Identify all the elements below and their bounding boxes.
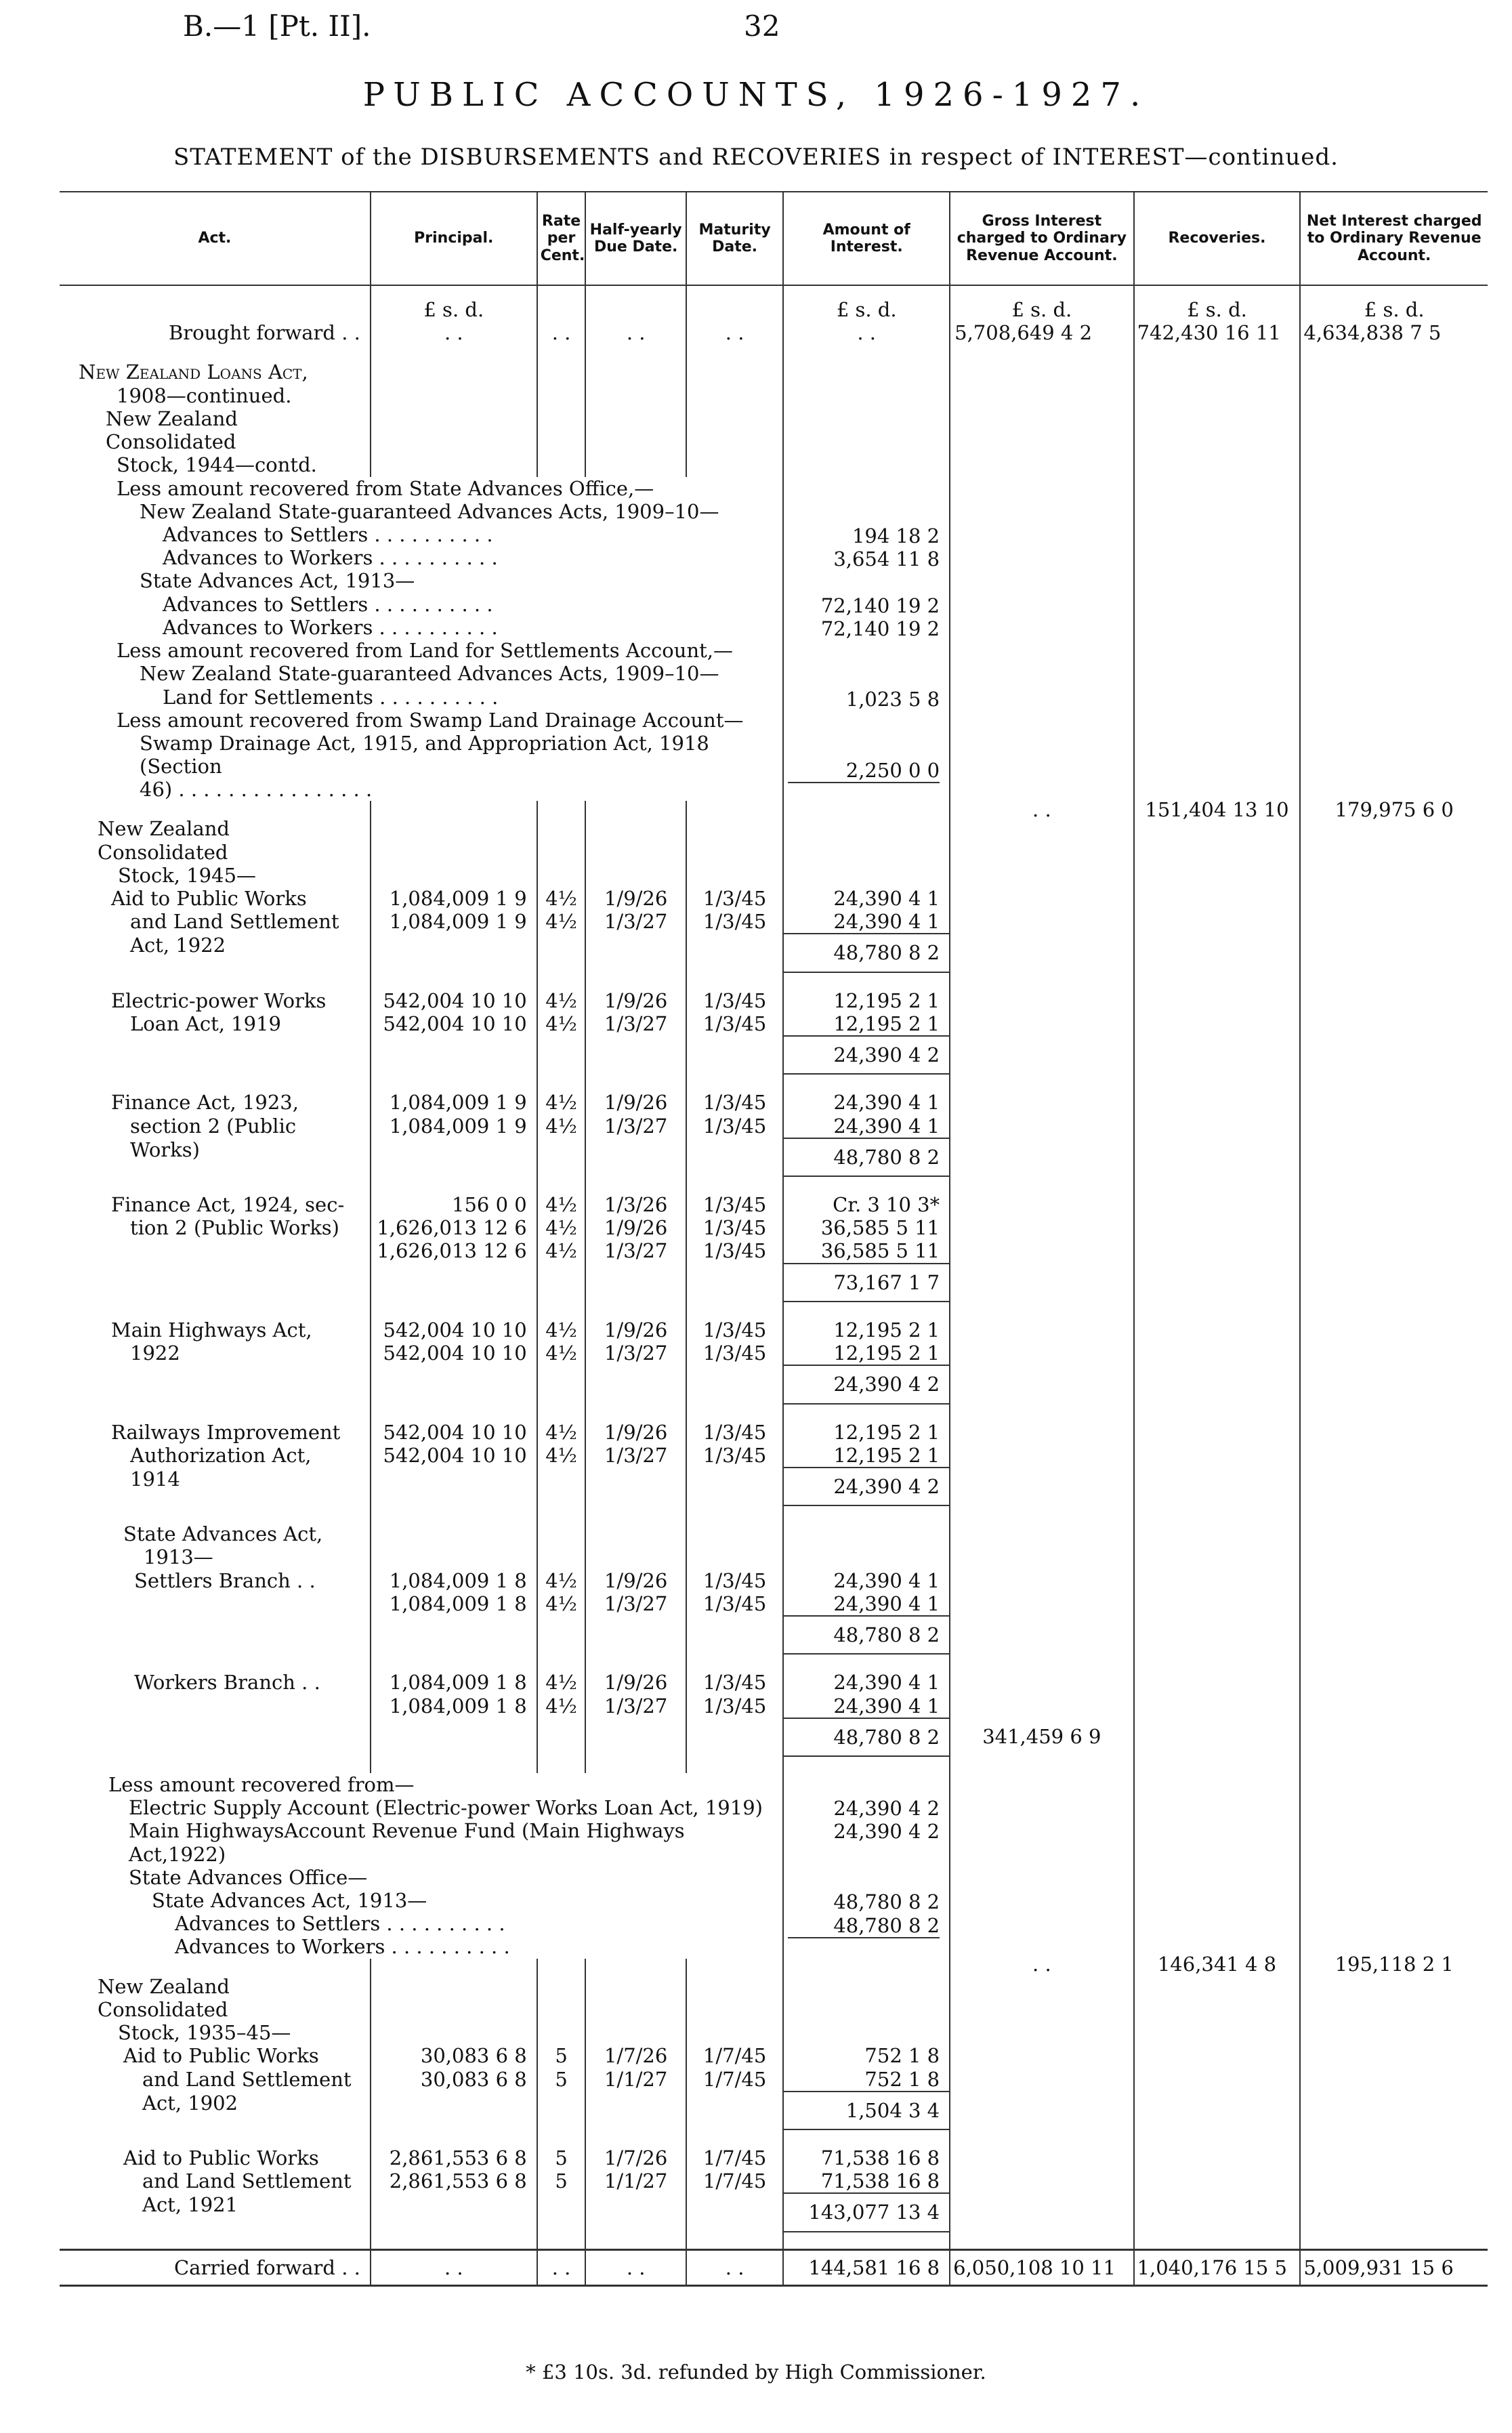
units-row: [60, 285, 1488, 321]
stock-1935-title-cont: Stock, 1935–45—: [118, 2021, 291, 2045]
principal-cell: 542,004 10 10: [371, 1342, 537, 1365]
principal-cell: 1,084,009 1 8: [371, 1592, 537, 1616]
lfs-amount: 1,023 5 8: [845, 688, 940, 711]
sa-1913-title-cont: 1913—: [144, 1545, 213, 1569]
table-row: [60, 1318, 1488, 1342]
subtotal-amount: 48,780 8 2: [783, 1138, 950, 1176]
act-label: Act, 1922: [130, 934, 226, 957]
sg-acts-2-line: New Zealand State-guaranteed Advances Acts, 1909–10—: [140, 662, 719, 686]
amount-cell: 71,538 16 8: [783, 2146, 950, 2169]
page-number: 32: [744, 9, 780, 43]
units-gross: £ s. d.: [950, 285, 1133, 321]
principal-cell: 30,083 6 8: [371, 2044, 537, 2067]
subtotal-amount: 143,077 13 4: [783, 2193, 950, 2231]
swamp-46-line: 46) . . . . . . . . . . . . . . . .: [140, 778, 373, 802]
act-cell: [60, 1671, 371, 1694]
act-label: Works): [130, 1138, 200, 1161]
rate-cell: 4½: [537, 1115, 586, 1138]
rate-cell: 4½: [537, 1091, 586, 1114]
principal-cell: 2,861,553 6 8: [371, 2169, 537, 2193]
act-label: 1922: [130, 1342, 180, 1365]
act-label: Authorization Act,: [130, 1443, 312, 1467]
rate-cell: 4½: [537, 989, 586, 1012]
act-cell: [60, 1012, 371, 1036]
table-row: [60, 1012, 1488, 1036]
act-cell: [60, 910, 371, 934]
less-sao-line: Less amount recovered from State Advances Office,—: [117, 476, 654, 500]
amount-cell: 24,390 4 1: [783, 1592, 950, 1616]
act-cell: [60, 989, 371, 1012]
stock-1945-title: New Zealand Consolidated: [98, 817, 230, 864]
rate-cell: 4½: [537, 1318, 586, 1342]
act-cell: [60, 1318, 371, 1342]
act-label: Aid to Public Works: [111, 887, 307, 911]
highways-line: Main HighwaysAccount Revenue Fund (Main Highways Act,1922): [129, 1819, 685, 1866]
table-row: [60, 989, 1488, 1012]
table-row: [60, 1421, 1488, 1444]
col-header-amount: Amount of Interest.: [783, 192, 950, 285]
principal-cell: 542,004 10 10: [371, 989, 537, 1012]
maturity-cell: 1/3/45: [686, 1115, 783, 1138]
rate-cell: 4½: [537, 1421, 586, 1444]
workers-3-line: Advances to Workers . . . . . . . . . .: [175, 1935, 510, 1959]
workers-1-line: Advances to Workers . . . . . . . . . .: [163, 546, 498, 570]
act-cell: [60, 1569, 371, 1592]
rb1-recoveries-total: 151,404 13 10: [1145, 798, 1289, 822]
table-row: [60, 2068, 1488, 2092]
cf-recoveries: 1,040,176 15 5: [1134, 2249, 1301, 2285]
swamp-amount: 2,250 0 0: [788, 759, 940, 783]
act-cell: [60, 1239, 371, 1263]
act-label: Aid to Public Works: [123, 2044, 319, 2068]
page-title: PUBLIC ACCOUNTS, 1926-1927.: [362, 76, 1150, 114]
rate-cell: 4½: [537, 1694, 586, 1718]
rate-cell: 4½: [537, 1342, 586, 1365]
half-yearly-cell: 1/9/26: [585, 887, 686, 910]
half-yearly-cell: 1/3/27: [585, 910, 686, 934]
settlers-2-line: Advances to Settlers . . . . . . . . . .: [163, 592, 493, 616]
amount-cell: 24,390 4 1: [783, 1569, 950, 1592]
table-row: [60, 2169, 1488, 2193]
maturity-cell: 1/3/45: [686, 1216, 783, 1239]
cf-half: . .: [585, 2249, 686, 2285]
maturity-cell: 1/3/45: [686, 1421, 783, 1444]
act-label: Railways Improvement: [111, 1420, 341, 1444]
stock-1944-title-cont: Stock, 1944—contd.: [117, 453, 317, 477]
rate-cell: 4½: [537, 1193, 586, 1216]
half-yearly-cell: 1/3/27: [585, 1012, 686, 1036]
principal-cell: 1,084,009 1 8: [371, 1671, 537, 1694]
stock-1935-title: New Zealand Consolidated: [98, 1974, 230, 2021]
workers-1-amount: 3,654 11 8: [833, 547, 940, 570]
subtotal-row: [60, 1138, 1488, 1176]
recoveries-block-1: [60, 477, 1488, 802]
half-yearly-cell: 1/9/26: [585, 1671, 686, 1694]
principal-cell: 542,004 10 10: [371, 1444, 537, 1468]
units-recoveries: £ s. d.: [1134, 285, 1301, 321]
amount-cell: 12,195 2 1: [783, 1421, 950, 1444]
half-yearly-cell: 1/1/27: [585, 2169, 686, 2193]
half-yearly-cell: 1/3/27: [585, 1592, 686, 1616]
act-cell: [60, 2146, 371, 2169]
workers-2-amount: 72,140 19 2: [820, 617, 940, 641]
act-cell: [60, 1342, 371, 1365]
half-yearly-cell: 1/3/27: [585, 1115, 686, 1138]
table-row: [60, 1239, 1488, 1263]
act-label: Act, 1921: [142, 2193, 238, 2217]
rb1-net-total: 179,975 6 0: [1335, 798, 1454, 822]
bf-net: 4,634,838 7 5: [1303, 321, 1442, 345]
table-row: [60, 1342, 1488, 1365]
maturity-cell: 1/3/45: [686, 887, 783, 910]
maturity-cell: 1/3/45: [686, 1091, 783, 1114]
act-label: tion 2 (Public Works): [130, 1216, 339, 1240]
principal-cell: 1,084,009 1 9: [371, 887, 537, 910]
maturity-cell: 1/7/45: [686, 2169, 783, 2193]
principal-cell: 1,084,009 1 9: [371, 910, 537, 934]
cf-net: 5,009,931 15 6: [1300, 2249, 1488, 2285]
half-yearly-cell: 1/3/27: [585, 1239, 686, 1263]
maturity-cell: 1/3/45: [686, 1193, 783, 1216]
act-label: and Land Settlement: [142, 2169, 352, 2193]
act-cell: [60, 2169, 371, 2193]
maturity-cell: 1/3/45: [686, 1012, 783, 1036]
amount-cell: 36,585 5 11: [783, 1239, 950, 1263]
table-row: [60, 1592, 1488, 1616]
stock-1944-title: New Zealand Consolidated: [106, 407, 238, 454]
amount-cell: 752 1 8: [783, 2068, 950, 2092]
act-label: and Land Settlement: [142, 2067, 352, 2091]
act-label: section 2 (Public: [130, 1114, 297, 1138]
act-cell: [60, 1091, 371, 1114]
subtotal-row: [60, 1365, 1488, 1403]
workers-2-line: Advances to Workers . . . . . . . . . .: [163, 615, 498, 639]
amount-cell: 12,195 2 1: [783, 1012, 950, 1036]
maturity-cell: 1/3/45: [686, 1694, 783, 1718]
principal-cell: 30,083 6 8: [371, 2068, 537, 2092]
col-header-recoveries: Recoveries.: [1134, 192, 1301, 285]
amount-cell: 24,390 4 1: [783, 910, 950, 934]
subtotal-amount: 1,504 3 4: [783, 2092, 950, 2129]
half-yearly-cell: 1/3/27: [585, 1444, 686, 1468]
sg-acts-line: New Zealand State-guaranteed Advances Acts, 1909–10—: [140, 499, 719, 523]
table-row: [60, 910, 1488, 934]
rate-cell: 4½: [537, 1012, 586, 1036]
maturity-cell: 1/3/45: [686, 1342, 783, 1365]
rate-cell: 4½: [537, 887, 586, 910]
act-cell: [60, 1444, 371, 1468]
subtotal-row: [60, 934, 1488, 972]
rate-cell: 4½: [537, 1444, 586, 1468]
principal-cell: 542,004 10 10: [371, 1318, 537, 1342]
half-yearly-cell: 1/9/26: [585, 989, 686, 1012]
col-header-half-yearly: Half-yearly Due Date.: [585, 192, 686, 285]
half-yearly-cell: 1/9/26: [585, 1318, 686, 1342]
subtotal-row: [60, 1616, 1488, 1654]
brought-forward-row: [60, 321, 1488, 344]
amount-cell: 12,195 2 1: [783, 1444, 950, 1468]
principal-cell: 1,084,009 1 9: [371, 1091, 537, 1114]
act-cell: [60, 1592, 371, 1616]
footnote: * £3 10s. 3d. refunded by High Commissioner.: [526, 2361, 986, 2384]
rate-cell: 5: [537, 2044, 586, 2067]
act-label: Settlers Branch . .: [134, 1568, 316, 1592]
bf-half: . .: [585, 321, 686, 344]
electric-line: Electric Supply Account (Electric-power Works Loan Act, 1919): [129, 1796, 763, 1820]
table-row: [60, 2146, 1488, 2169]
rate-cell: 4½: [537, 1216, 586, 1239]
cf-gross: 6,050,108 10 11: [950, 2249, 1133, 2285]
act-label: Finance Act, 1923,: [111, 1091, 299, 1115]
half-yearly-cell: 1/3/26: [585, 1193, 686, 1216]
half-yearly-cell: 1/9/26: [585, 1091, 686, 1114]
carried-forward-row: [60, 2249, 1488, 2285]
sa-act-line: State Advances Act, 1913—: [140, 569, 415, 593]
subtotal-amount: 24,390 4 2: [783, 1365, 950, 1403]
principal-cell: 542,004 10 10: [371, 1012, 537, 1036]
act-cell: [60, 2044, 371, 2067]
col-header-net: Net Interest charged to Ordinary Revenue Account.: [1300, 192, 1488, 285]
sa-act-2-line: State Advances Act, 1913—: [152, 1889, 427, 1913]
rate-cell: 4½: [537, 910, 586, 934]
cf-principal: . .: [371, 2249, 537, 2285]
amount-cell: Cr. 3 10 3*: [783, 1193, 950, 1216]
bf-amount: . .: [783, 321, 950, 344]
half-yearly-cell: 1/7/26: [585, 2044, 686, 2067]
principal-cell: 1,084,009 1 8: [371, 1694, 537, 1718]
less-lfs-line: Less amount recovered from Land for Settlements Account,—: [117, 639, 733, 663]
sao-line: State Advances Office—: [129, 1865, 368, 1889]
act-cell: [60, 1421, 371, 1444]
section-title: New Zealand Loans Act,: [79, 360, 308, 384]
table-row: [60, 1694, 1488, 1718]
rb2-net-total: 195,118 2 1: [1335, 1953, 1454, 1976]
section-title-cont: 1908—continued.: [117, 383, 292, 407]
stock-1945-title-cont: Stock, 1945—: [118, 863, 257, 887]
principal-cell: 2,861,553 6 8: [371, 2146, 537, 2169]
lfs-line: Land for Settlements . . . . . . . . . .: [163, 685, 499, 709]
settlers-2-amount: 72,140 19 2: [820, 594, 940, 617]
recoveries-block-2: [60, 1773, 1488, 1959]
amount-cell: 24,390 4 1: [783, 887, 950, 910]
subtotal-row: [60, 1718, 1488, 1756]
act-label: Finance Act, 1924, sec-: [111, 1193, 345, 1216]
maturity-cell: 1/7/45: [686, 2146, 783, 2169]
col-header-act: Act.: [60, 192, 371, 285]
maturity-cell: 1/3/45: [686, 1671, 783, 1694]
table-row: [60, 1193, 1488, 1216]
amount-cell: 36,585 5 11: [783, 1216, 950, 1239]
amount-cell: 752 1 8: [783, 2044, 950, 2067]
act-cell: [60, 2068, 371, 2092]
principal-cell: 1,626,013 12 6: [371, 1239, 537, 1263]
maturity-cell: 1/3/45: [686, 1444, 783, 1468]
amount-cell: 24,390 4 1: [783, 1694, 950, 1718]
units-amount: £ s. d.: [783, 285, 950, 321]
document-reference: B.—1 [Pt. II].: [183, 9, 371, 43]
statement-subtitle: STATEMENT of the DISBURSEMENTS and RECOVERIES in respect of INTEREST—continued.: [173, 144, 1339, 171]
table-row: [60, 2044, 1488, 2067]
col-header-gross: Gross Interest charged to Ordinary Revenue Account.: [950, 192, 1133, 285]
half-yearly-cell: 1/9/26: [585, 1421, 686, 1444]
half-yearly-cell: 1/9/26: [585, 1569, 686, 1592]
settlers-1-amount: 194 18 2: [852, 524, 940, 547]
cf-rate: . .: [537, 2249, 586, 2285]
half-yearly-cell: 1/1/27: [585, 2068, 686, 2092]
principal-cell: 1,626,013 12 6: [371, 1216, 537, 1239]
bf-gross: 5,708,649 4 2: [950, 321, 1133, 344]
bf-recoveries: 742,430 16 11: [1134, 321, 1301, 344]
table-row: [60, 1569, 1488, 1592]
subtotal-row: [60, 1264, 1488, 1302]
rate-cell: 4½: [537, 1671, 586, 1694]
interest-statement-table: [60, 191, 1488, 2287]
act-cell: [60, 1694, 371, 1718]
bf-maturity: . .: [686, 321, 783, 344]
section-heading-row: [60, 360, 1488, 476]
amount-cell: 24,390 4 1: [783, 1091, 950, 1114]
principal-cell: 1,084,009 1 8: [371, 1569, 537, 1592]
less-from-line: Less amount recovered from—: [108, 1772, 415, 1796]
settlers-3-amount: 48,780 8 2: [833, 1890, 940, 1914]
rate-cell: 4½: [537, 1239, 586, 1263]
principal-cell: 1,084,009 1 9: [371, 1115, 537, 1138]
subtotal-amount: 48,780 8 2: [783, 1718, 950, 1756]
settlers-1-line: Advances to Settlers . . . . . . . . . .: [163, 522, 493, 546]
stock-1935-heading: [60, 1975, 1488, 2045]
amount-cell: 71,538 16 8: [783, 2169, 950, 2193]
maturity-cell: 1/3/45: [686, 1592, 783, 1616]
units-net: £ s. d.: [1364, 298, 1425, 321]
electric-amount: 24,390 4 2: [833, 1796, 940, 1820]
brought-forward-label: Brought forward . .: [60, 321, 371, 344]
workers-3-amount: 48,780 8 2: [788, 1914, 940, 1938]
subtotal-amount: 48,780 8 2: [783, 1616, 950, 1654]
bf-principal: . .: [371, 321, 537, 344]
stock-1945-heading: [60, 817, 1488, 887]
principal-cell: 156 0 0: [371, 1193, 537, 1216]
subtotal-amount: 24,390 4 2: [783, 1036, 950, 1074]
act-label: Electric-power Works: [111, 989, 327, 1012]
maturity-cell: 1/3/45: [686, 1569, 783, 1592]
principal-cell: 542,004 10 10: [371, 1421, 537, 1444]
half-yearly-cell: 1/9/26: [585, 1216, 686, 1239]
amount-cell: 12,195 2 1: [783, 1318, 950, 1342]
table-row: [60, 1115, 1488, 1138]
maturity-cell: 1/3/45: [686, 1318, 783, 1342]
carried-forward-label: Carried forward . .: [60, 2249, 371, 2285]
rb1-gross-dots: . .: [1032, 798, 1051, 822]
subtotal-amount: 73,167 1 7: [783, 1264, 950, 1302]
settlers-3-line: Advances to Settlers . . . . . . . . . .: [175, 1912, 505, 1936]
maturity-cell: 1/7/45: [686, 2044, 783, 2067]
act-label: 1914: [130, 1467, 180, 1491]
swamp-act-line: Swamp Drainage Act, 1915, and Appropriation Act, 1918 (Section: [140, 731, 709, 778]
col-header-principal: Principal.: [371, 192, 537, 285]
table-row: [60, 1216, 1488, 1239]
state-advances-heading: [60, 1522, 1488, 1568]
act-cell: [60, 1193, 371, 1216]
half-yearly-cell: 1/7/26: [585, 2146, 686, 2169]
table-row: [60, 1444, 1488, 1468]
maturity-cell: 1/3/45: [686, 989, 783, 1012]
half-yearly-cell: 1/3/27: [585, 1694, 686, 1718]
act-label: Act, 1902: [142, 2091, 238, 2115]
act-label: Loan Act, 1919: [130, 1012, 281, 1035]
rate-cell: 4½: [537, 1569, 586, 1592]
subtotal-row: [60, 1468, 1488, 1505]
table-row: [60, 887, 1488, 910]
rate-cell: 5: [537, 2146, 586, 2169]
half-yearly-cell: 1/3/27: [585, 1342, 686, 1365]
subtotal-row: [60, 2092, 1488, 2129]
maturity-cell: 1/3/45: [686, 1239, 783, 1263]
maturity-cell: 1/7/45: [686, 2068, 783, 2092]
col-header-rate: Rate per Cent.: [537, 192, 586, 285]
col-header-maturity: Maturity Date.: [686, 192, 783, 285]
amount-cell: 24,390 4 1: [783, 1671, 950, 1694]
table-row: [60, 1671, 1488, 1694]
amount-cell: 12,195 2 1: [783, 989, 950, 1012]
subtotal-row: [60, 2193, 1488, 2231]
act-label: Aid to Public Works: [123, 2146, 319, 2169]
subtotal-amount: 24,390 4 2: [783, 1468, 950, 1505]
rate-cell: 4½: [537, 1592, 586, 1616]
units-principal: £ s. d.: [371, 285, 537, 321]
act-cell: [60, 1115, 371, 1138]
table-row: [60, 1091, 1488, 1114]
maturity-cell: 1/3/45: [686, 910, 783, 934]
bf-rate: . .: [537, 321, 586, 344]
subtotal-amount: 48,780 8 2: [783, 934, 950, 972]
rb2-gross-dots: . .: [1032, 1953, 1051, 1976]
cf-maturity: . .: [686, 2249, 783, 2285]
act-cell: [60, 1216, 371, 1239]
amount-cell: 24,390 4 1: [783, 1115, 950, 1138]
less-swamp-line: Less amount recovered from Swamp Land Drainage Account—: [117, 708, 744, 732]
cf-amount: 144,581 16 8: [783, 2249, 950, 2285]
sa-1913-title: State Advances Act,: [123, 1522, 323, 1546]
rate-cell: 5: [537, 2068, 586, 2092]
rb2-recoveries-total: 146,341 4 8: [1157, 1953, 1277, 1976]
act-cell: [60, 887, 371, 910]
stock-1945-gross-total: 341,459 6 9: [982, 1724, 1101, 1748]
subtotal-row: [60, 1036, 1488, 1074]
act-label: Workers Branch . .: [134, 1671, 320, 1694]
amount-cell: 12,195 2 1: [783, 1342, 950, 1365]
act-label: Main Highways Act,: [111, 1318, 312, 1342]
rate-cell: 5: [537, 2169, 586, 2193]
act-label: and Land Settlement: [130, 910, 339, 934]
highways-amount: 24,390 4 2: [833, 1820, 940, 1844]
